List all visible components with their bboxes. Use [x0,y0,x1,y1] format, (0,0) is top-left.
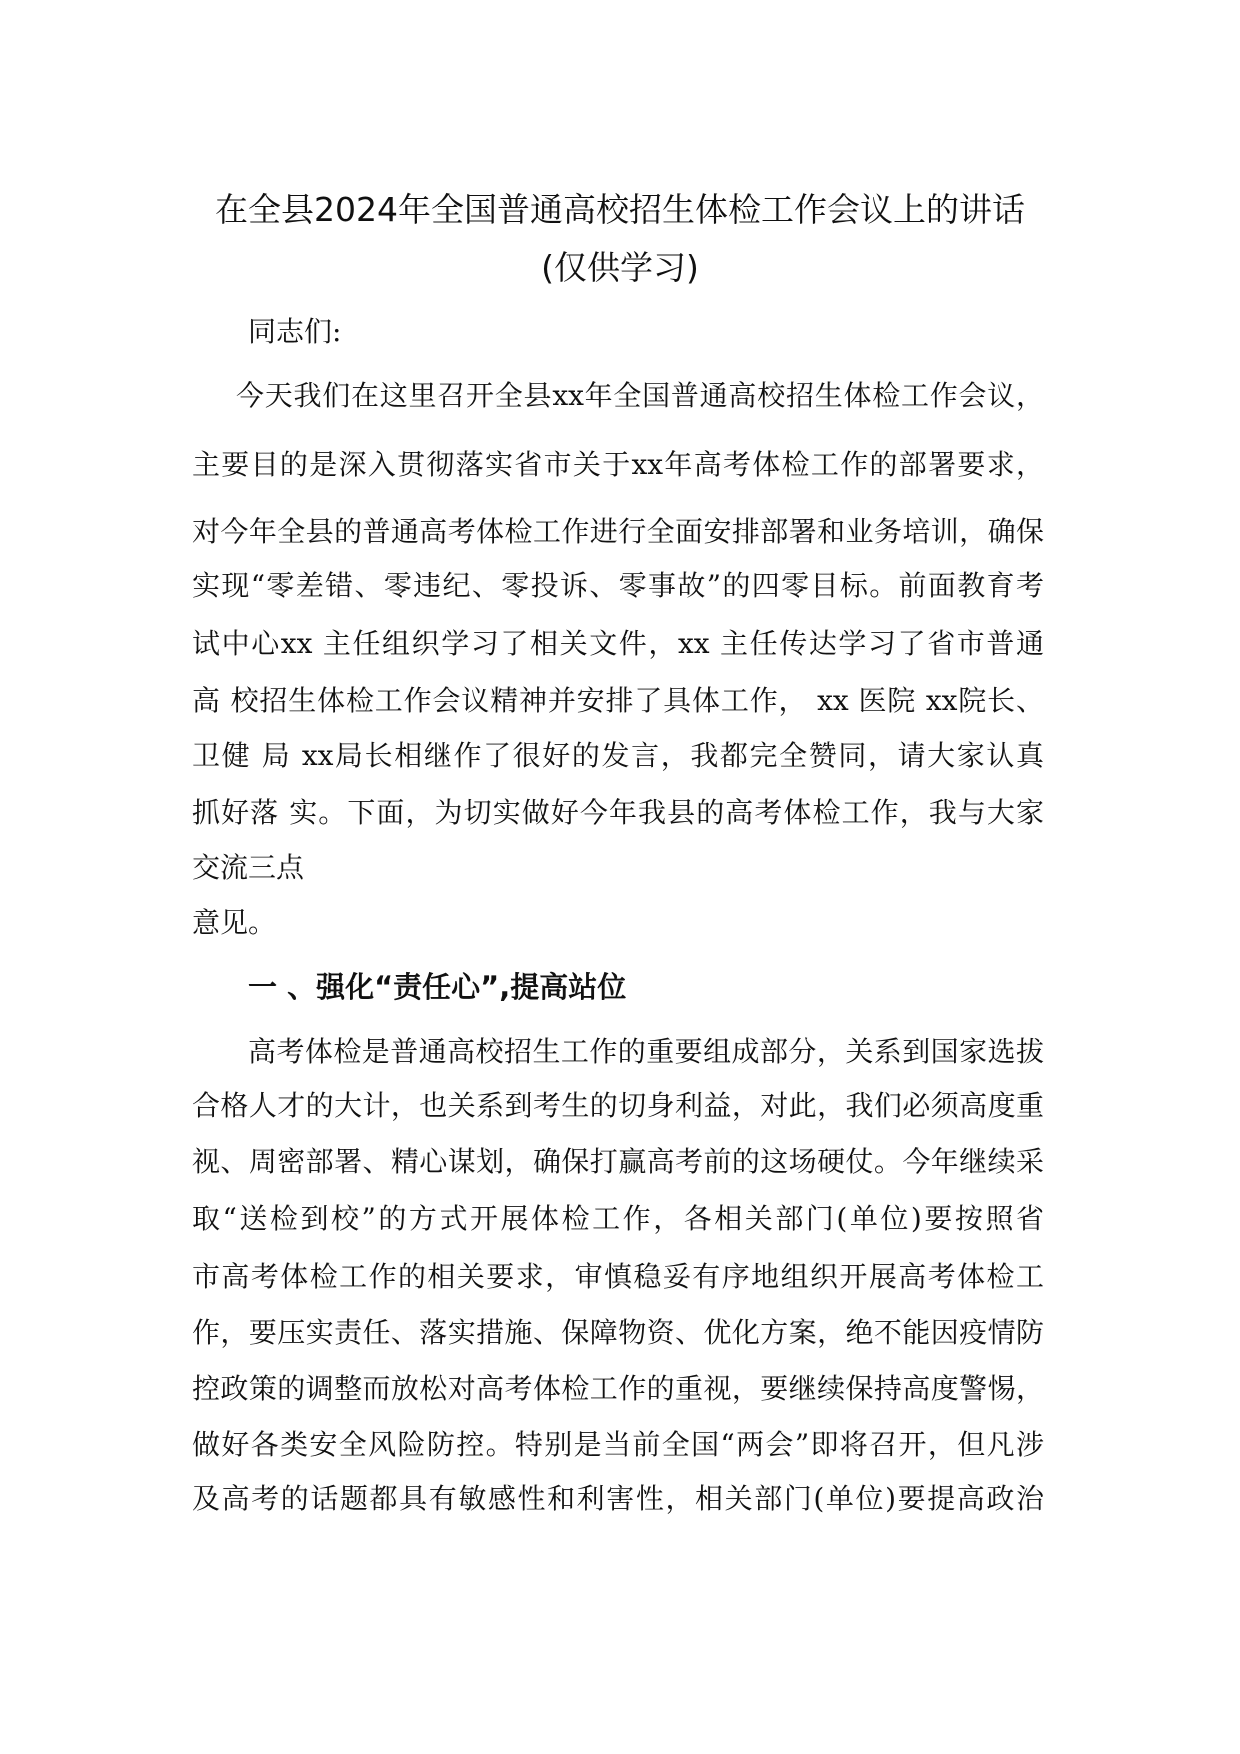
body-line: 作，要压实责任、落实措施、保障物资、优化方案，绝不能因疫情防 [192,1316,1044,1349]
document-subtitle: (仅供学习) [541,248,699,287]
intro-line: 高 校招生体检工作会议精神并安排了具体工作， xx 医院 xx院长、 [192,684,1044,717]
document-title: 在全县2024年全国普通高校招生体检工作会议上的讲话 [215,190,1025,229]
section-heading: 一 、强化“责任心”,提高站位 [248,970,627,1004]
body-line: 市高考体检工作的相关要求，审慎稳妥有序地组织开展高考体检工 [192,1260,1044,1293]
intro-line: 试中心xx 主任组织学习了相关文件，xx 主任传达学习了省市普通 [192,627,1044,660]
body-line: 取“送检到校”的方式开展体检工作，各相关部门(单位)要按照省 [192,1202,1044,1235]
intro-line: 对今年全县的普通高考体检工作进行全面安排部署和业务培训，确保 [192,515,1044,548]
intro-line: 实现“零差错、零违纪、零投诉、零事故”的四零目标。前面教育考 [192,569,1044,602]
intro-line: 今天我们在这里召开全县xx年全国普通高校招生体检工作会议， [236,379,1044,412]
body-line: 视、周密部署、精心谋划，确保打赢高考前的这场硬仗。今年继续采 [192,1145,1044,1178]
intro-line: 主要目的是深入贯彻落实省市关于xx年高考体检工作的部署要求， [192,448,1044,481]
body-line: 及高考的话题都具有敏感性和利害性，相关部门(单位)要提高政治 [192,1482,1044,1515]
body-line: 做好各类安全风险防控。特别是当前全国“两会”即将召开，但凡涉 [192,1428,1044,1461]
body-line: 控政策的调整而放松对高考体检工作的重视，要继续保持高度警惕， [192,1372,1044,1405]
intro-line: 卫健 局 xx局长相继作了很好的发言，我都完全赞同，请大家认真 [192,739,1044,772]
salutation: 同志们: [248,315,342,348]
intro-line: 抓好落 实。下面，为切实做好今年我县的高考体检工作，我与大家 [192,796,1044,829]
body-line: 合格人才的大计，也关系到考生的切身利益，对此，我们必须高度重 [192,1089,1044,1122]
intro-line: 交流三点 [192,851,305,884]
body-line: 高考体检是普通高校招生工作的重要组成部分，关系到国家选拔 [248,1035,1044,1068]
intro-line: 意见。 [192,906,277,939]
